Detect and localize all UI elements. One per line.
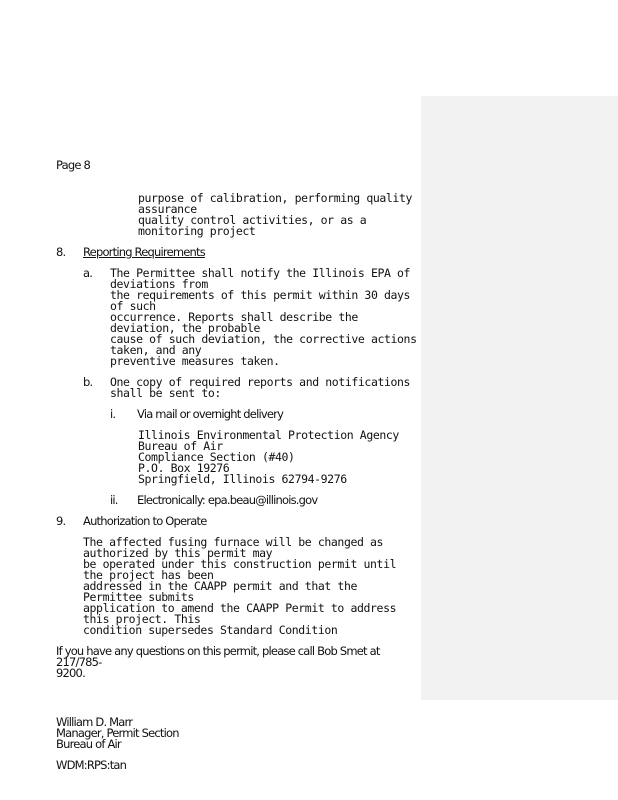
page-number: Page 8 <box>56 158 91 172</box>
closing-paragraph: If you have any questions on this permit, please call Bob Smet at 217/785- 9200. <box>56 644 380 680</box>
typist-initials: WDM:RPS:tan <box>56 758 127 772</box>
section-8a-text: The Permittee shall notify the Illinois EPA of deviations from the requirements of this permit within 30 days of such occurrence. Reports shall describe the deviation, the probable cause of such deviation, the corrective actions taken, and any preventive measures taken. <box>110 266 417 368</box>
section-8 <box>56 247 421 258</box>
section-9 <box>56 516 421 527</box>
section-8b-label: b. <box>83 375 93 389</box>
section-8b-ii <box>110 495 421 506</box>
section-9-heading: Authorization to Operate <box>83 514 207 528</box>
intro-paragraph: purpose of calibration, performing quality assurance quality control activities, or as a monitoring project <box>138 191 412 238</box>
comment-margin-pane <box>421 96 618 700</box>
mailing-address: Illinois Environmental Protection Agency Bureau of Air Compliance Section (#40) P.O. Box 19276 Springfield, Illinois 62794-9276 <box>138 428 399 486</box>
section-8b-text: One copy of required reports and notifications shall be sent to: <box>110 375 411 400</box>
section-9-number: 9. <box>56 514 66 528</box>
section-8b-i-label: i. <box>110 407 116 421</box>
section-8b-ii-label: ii. <box>110 493 118 507</box>
signature-block: William D. Marr Manager, Permit Section Bureau of Air <box>56 715 179 751</box>
section-8b-i-text: Via mail or overnight delivery <box>137 407 284 421</box>
section-9-text: The affected fusing furnace will be changed as authorized by this permit may be operated under this construction permit until the project has been addressed in the CAAPP permit and that the Permittee submits application to amend the CAAPP Permit to address this project. This condition supersedes Standard Condition <box>83 535 397 637</box>
section-8b <box>83 377 421 399</box>
section-8b-ii-text: Electronically: epa.beau@illinois.gov <box>137 493 318 507</box>
section-8a-label: a. <box>83 266 93 280</box>
section-8-heading: Reporting Requirements <box>83 245 205 259</box>
section-8a <box>83 268 421 367</box>
section-8b-i <box>110 409 421 420</box>
document-page <box>56 160 421 771</box>
section-8-number: 8. <box>56 245 66 259</box>
